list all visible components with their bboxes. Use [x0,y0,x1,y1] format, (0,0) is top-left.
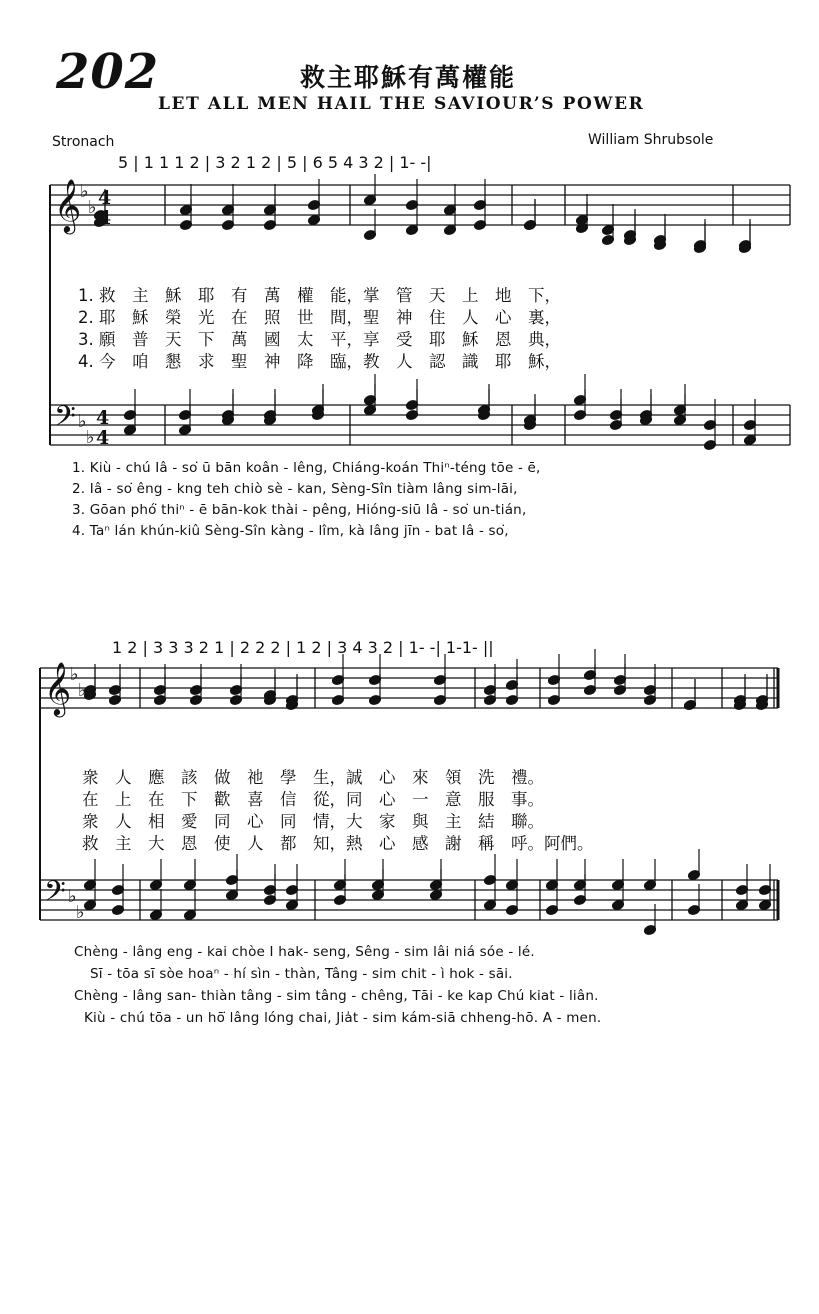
lyric-poj-2-4: Kiù - chú tōa - un hō͘ lâng lóng chai, Jia̍t - sim kám-siā chheng-hō. A - men. [84,1010,602,1026]
lyric-hanzi-2-1: 衆 人 應 該 做 祂 學 生，誠 心 來 領 洗 禮。 [82,768,544,787]
lyric-hanzi-2-2: 在 上 在 下 歡 喜 信 從，同 心 一 意 服 事。 [82,790,544,809]
jianpu-line-2: 1 2 | 3 3 3 2 1 | 2 2 2 | 1 2 | 3 4 3 2 | 1- -| 1-1- || [112,638,494,657]
lyric-hanzi-1-2: 2. 耶 穌 榮 光 在 照 世 間，聖 神 住 人 心 裏， [78,308,561,327]
lyric-poj-1-1: 1. Kiù - chú Iâ - so͘ ū bān koân - lêng, Chiáng-koán Thiⁿ-téng tōe - ē, [72,460,541,476]
bass-clef: 𝄢 [44,875,66,915]
lyric-poj-1-4: 4. Taⁿ lán khún-kiû Sèng-Sîn kàng - lîm, kà lâng jīn - bat Iâ - so͘, [72,523,509,539]
lyric-hanzi-1-1: 1. 救 主 穌 耶 有 萬 權 能，掌 管 天 上 地 下， [78,286,561,305]
lyric-poj-1-2: 2. Iâ - so͘ êng - kng teh chiò sè - kan, Sèng-Sîn tiàm lâng sim-lāi, [72,481,518,497]
composer: William Shrubsole [588,132,714,148]
lyric-poj-2-2: Sī - tōa sī sòe hoaⁿ - hí sìn - thàn, Tâng - sim chit - ì hok - sāi. [90,966,513,982]
lyric-poj-1-3: 3. Gōan phó͘ thiⁿ - ē bān-kok thài - pêng, Hióng-siū Iâ - so͘ un-tián, [72,502,527,518]
flat-sign: ♭ [68,886,77,907]
time-signature: 4 [98,207,112,229]
tune-name: Stronach [52,134,115,150]
treble-clef: 𝄞 [44,661,72,715]
lyric-hanzi-1-4: 4. 今 咱 懇 求 聖 神 降 臨，教 人 認 識 耶 穌， [78,352,561,371]
english-title: LET ALL MEN HAIL THE SAVIOUR’S POWER [158,94,645,114]
lyric-hanzi-2-4: 救 主 大 恩 使 人 都 知，熱 心 感 謝 稱 呼。阿們。 [82,834,594,853]
time-signature: 4 [98,187,112,209]
flat-sign: ♭ [80,181,89,202]
flat-sign: ♭ [88,197,97,218]
flat-sign: ♭ [78,680,87,701]
flat-sign: ♭ [76,902,85,923]
flat-sign: ♭ [86,427,95,448]
lyric-hanzi-1-3: 3. 願 普 天 下 萬 國 太 平，享 受 耶 穌 恩 典， [78,330,561,349]
time-signature: 4 [96,407,110,429]
lyric-poj-2-1: Chèng - lâng eng - kai chòe I hak- seng, Sêng - sim lâi niá sóe - lé. [74,944,535,960]
time-signature: 4 [96,427,110,449]
jianpu-line-1: 5 | 1 1 1 2 | 3 2 1 2 | 5 | 6 5 4 3 2 | 1- -| [118,153,432,172]
treble-clef: 𝄞 [54,178,82,232]
bass-clef: 𝄢 [54,400,76,440]
hymn-number: 202 [56,44,160,100]
flat-sign: ♭ [70,664,79,685]
chinese-title: 救主耶穌有萬權能 [300,63,517,92]
lyric-poj-2-3: Chèng - lâng san- thiàn tâng - sim tâng - chêng, Tāi - ke kap Chú kiat - liân. [74,988,599,1004]
flat-sign: ♭ [78,411,87,432]
lyric-hanzi-2-3: 衆 人 相 愛 同 心 同 情，大 家 與 主 結 聯。 [82,812,544,831]
